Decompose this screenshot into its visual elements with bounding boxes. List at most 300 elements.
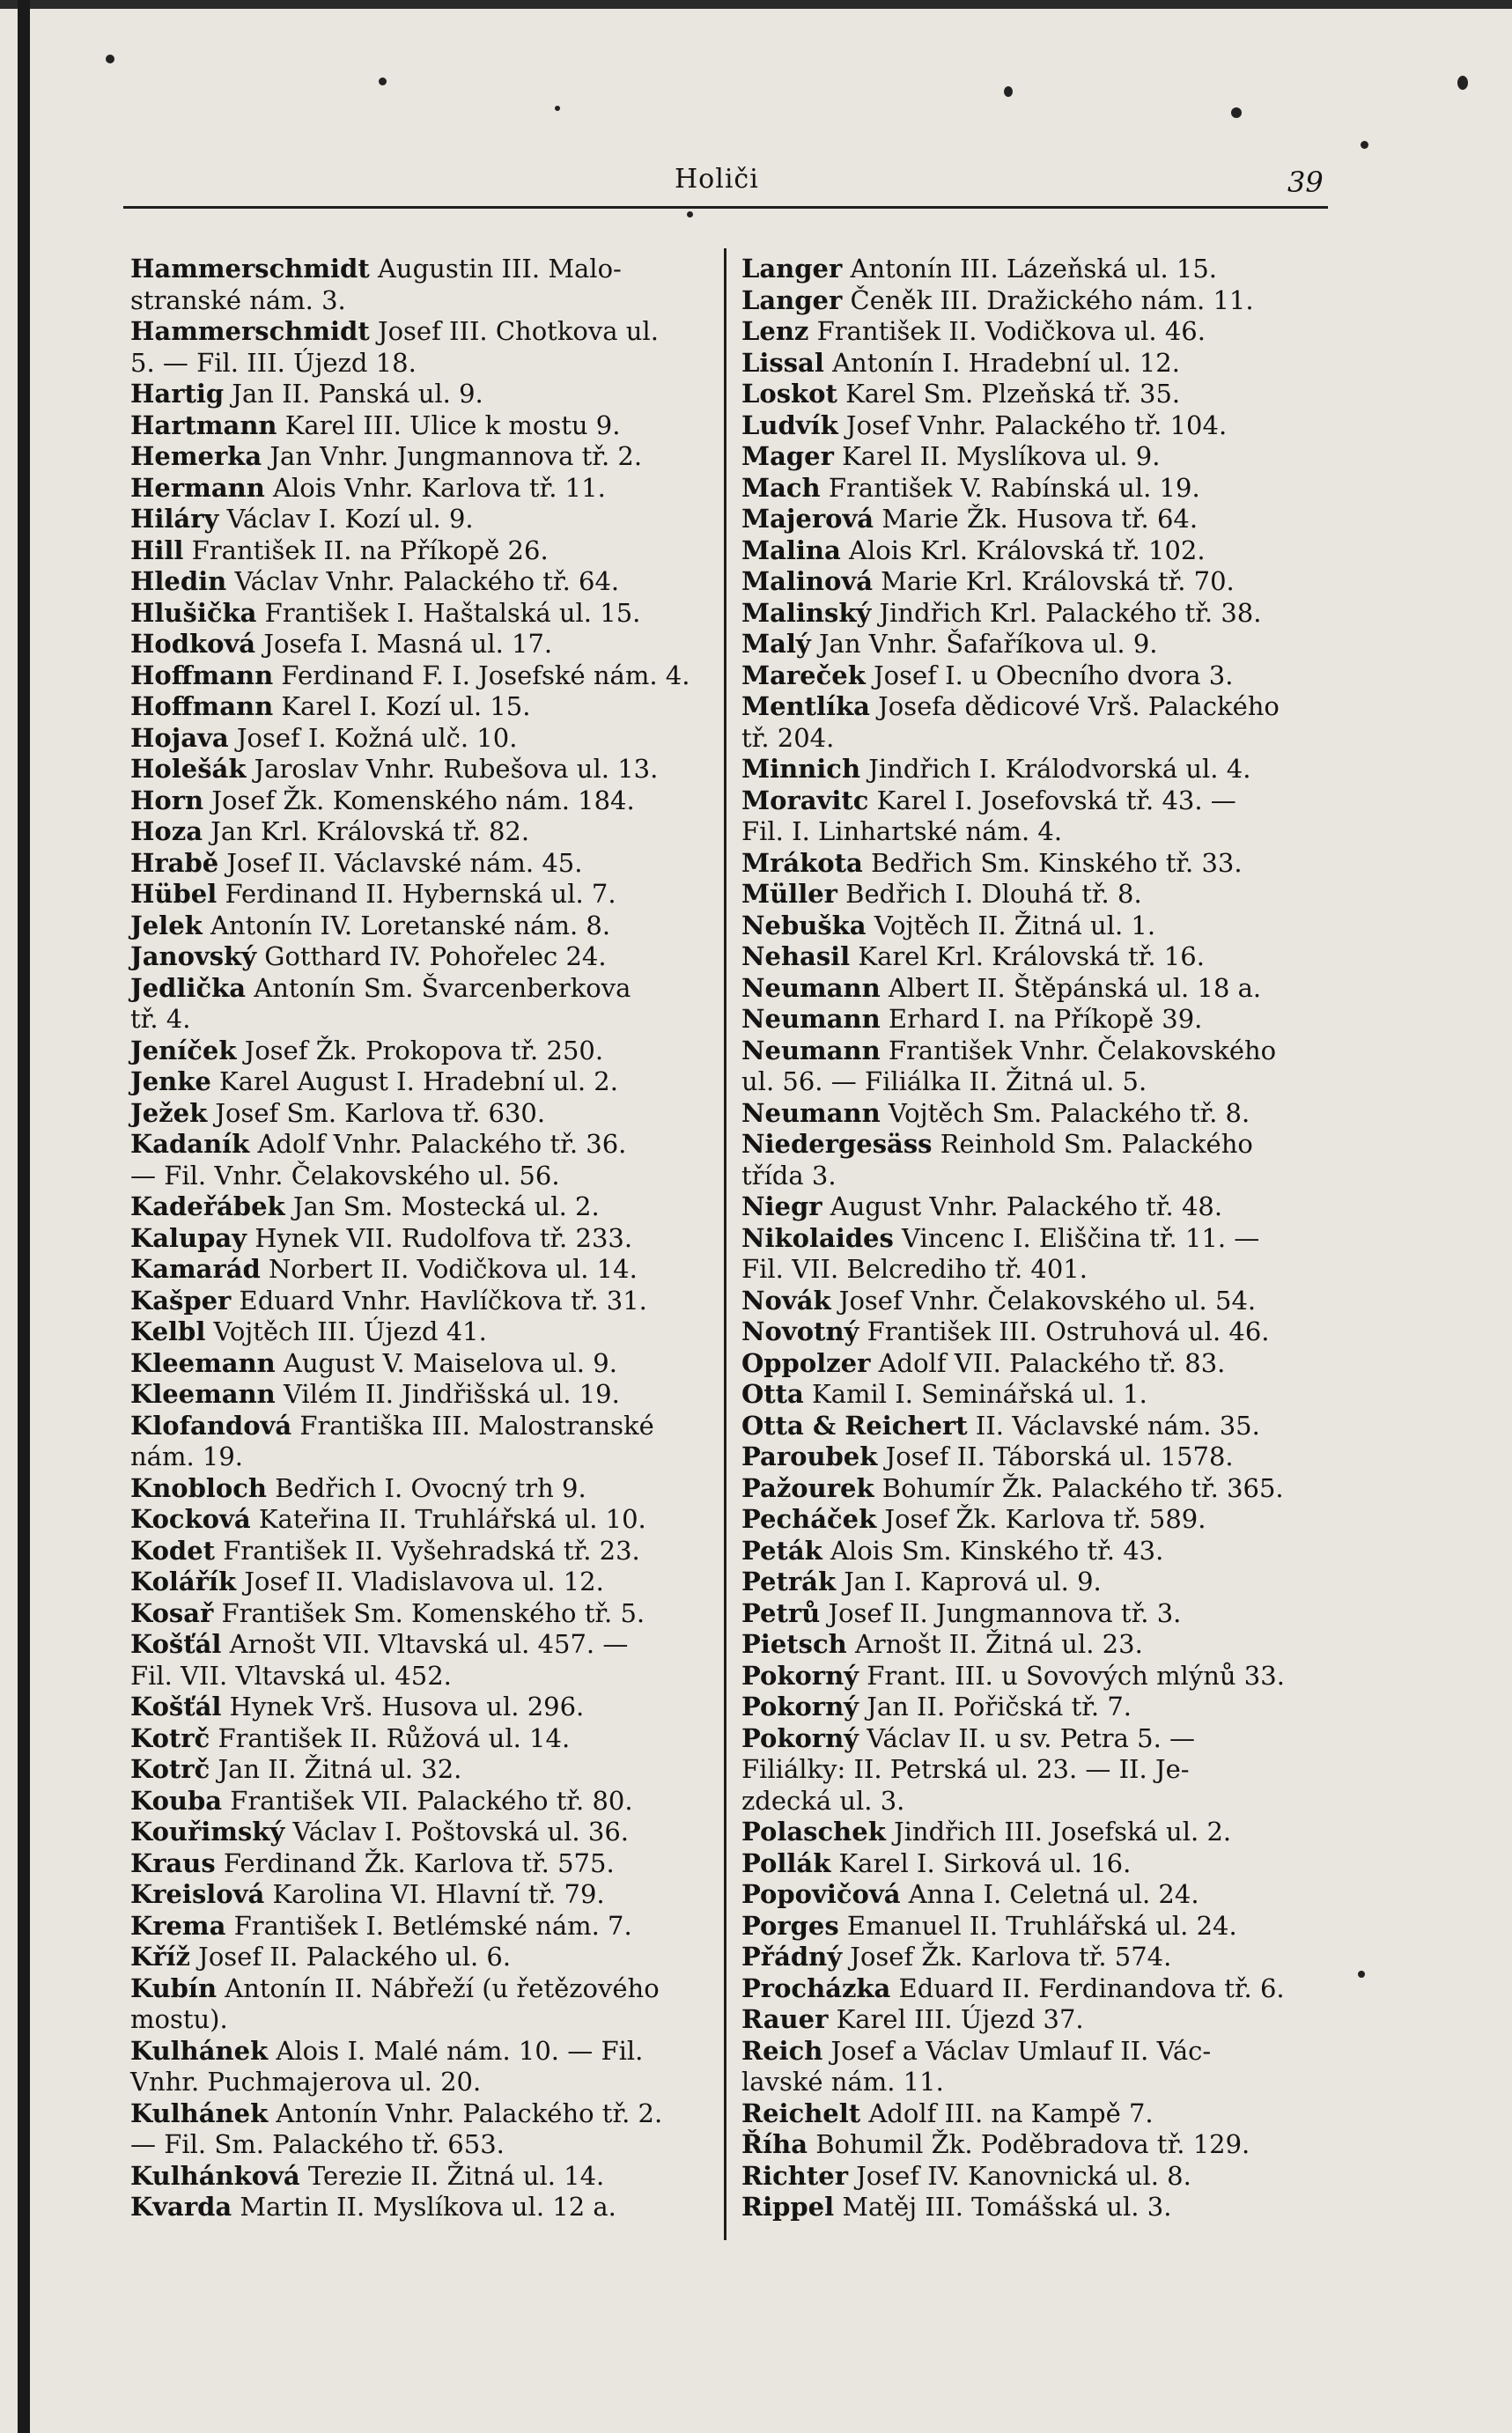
entry-details: Karel II. Myslíkova ul. 9. [833,441,1161,471]
entry-surname: Pecháček [741,1504,877,1534]
directory-entry [130,1004,703,1036]
entry-details: Marie Žk. Husova tř. 64. [874,504,1199,534]
entry-surname: Hrabě [130,847,219,878]
directory-entry [130,2161,703,2193]
entry-surname: Hojava [130,722,229,753]
scan-speck [379,77,387,85]
entry-details: Josef Žk. Karlova tř. 589. [876,1504,1206,1534]
entry-surname: Mager [741,441,834,471]
directory-entry [741,1911,1314,1943]
directory-entry [130,1567,703,1598]
entry-details: Jan II. Pořičská tř. 7. [859,1692,1132,1722]
entry-details: Vojtěch III. Újezd 41. [205,1316,487,1346]
entry-surname: Hammerschmidt [130,254,370,284]
entry-surname: Lenz [741,316,809,346]
directory-entry [741,1504,1314,1536]
entry-details: Alois Krl. Královská tř. 102. [840,535,1206,565]
entry-surname: Ježek [130,1097,208,1128]
entry-details: Terezie II. Žitná ul. 14. [299,2160,605,2191]
directory-entry [130,316,703,348]
entry-details: Karel Krl. Královská tř. 16. [850,941,1205,971]
entry-details: Karolina VI. Hlavní tř. 79. [264,1879,605,1909]
entry-surname: Knobloch [130,1472,268,1503]
entry-details: Eduard II. Ferdinandova tř. 6. [890,1972,1285,2003]
directory-entry [741,254,1314,285]
directory-entry [741,473,1314,505]
left-column [130,254,703,2223]
entry-surname: Hübel [130,879,218,909]
entry-surname: Kelbl [130,1316,206,1346]
directory-entry [741,1536,1314,1567]
directory-entry [741,1848,1314,1880]
directory-entry [130,816,703,848]
directory-entry [130,973,703,1005]
directory-entry [130,1692,703,1723]
entry-surname: Pažourek [741,1472,874,1503]
entry-details: Alois Sm. Kinského tř. 43. [822,1535,1164,1566]
directory-entry [741,1348,1314,1380]
directory-entry [741,1223,1314,1255]
entry-surname: Hoffmann [130,660,274,690]
directory-entry [741,1316,1314,1348]
directory-entry [741,441,1314,473]
entry-details: Arnošt II. Žitná ul. 23. [846,1629,1143,1659]
entry-details: Kateřina II. Truhlářská ul. 10. [250,1504,646,1534]
entry-details: Reinhold Sm. Palackého [932,1129,1253,1159]
entry-surname: Hammerschmidt [130,316,370,346]
entry-details: Josef a Václav Umlauf II. Vác- [822,2035,1212,2066]
entry-surname: Kubín [130,1972,218,2003]
entry-details: 5. — Fil. III. Újezd 18. [130,347,417,378]
entry-surname: Popovičová [741,1879,901,1909]
entry-surname: Neumann [741,1035,881,1065]
entry-surname: Hemerka [130,441,262,471]
directory-entry [741,316,1314,348]
entry-surname: Přádný [741,1942,843,1972]
entry-details: Ferdinand II. Hybernská ul. 7. [217,879,616,909]
directory-entry [741,629,1314,660]
directory-entry [741,410,1314,442]
entry-surname: Hartmann [130,409,277,440]
entry-details: Jan II. Žitná ul. 32. [210,1754,462,1784]
entry-details: Josef Žk. Karlova tř. 574. [842,1942,1172,1972]
directory-entry [741,1473,1314,1505]
scan-top-edge [0,0,1512,9]
entry-surname: Kleemann [130,1347,276,1378]
entry-details: mostu). [130,2004,228,2034]
entry-details: tř. 204. [741,722,835,753]
entry-details: Josef IV. Kanovnická ul. 8. [847,2160,1191,2191]
entry-details: Josef III. Chotkova ul. [369,316,659,346]
directory-entry [741,1161,1314,1192]
directory-entry [130,535,703,567]
directory-entry [130,691,703,723]
page-title: Holiči [675,164,759,195]
entry-surname: Oppolzer [741,1347,871,1378]
entry-details: Josef II. Jungmannova tř. 3. [820,1597,1182,1628]
entry-details: Bedřich I. Dlouhá tř. 8. [837,879,1142,909]
entry-details: František I. Betlémské nám. 7. [225,1910,632,1941]
entry-surname: Kouřimský [130,1817,285,1847]
directory-entry [741,785,1314,817]
directory-entry [130,1348,703,1380]
directory-entry [130,1316,703,1348]
entry-surname: Peták [741,1535,822,1566]
entry-surname: Kodet [130,1535,216,1566]
directory-entry [741,1191,1314,1223]
directory-entry [741,1786,1314,1817]
entry-details: Josef Vnhr. Čelakovského ul. 54. [830,1285,1257,1316]
directory-entry [741,1098,1314,1130]
entry-surname: Malinová [741,566,873,596]
entry-surname: Novák [741,1285,831,1316]
entry-details: Ferdinand F. I. Josefské nám. 4. [273,660,690,690]
directory-entry [741,504,1314,535]
entry-surname: Jedlička [130,972,247,1003]
directory-entry [741,691,1314,723]
entry-surname: Hoffmann [130,691,274,721]
directory-entry [130,2192,703,2223]
entry-details: Josef II. Václavské nám. 45. [218,847,583,878]
entry-surname: Kašper [130,1285,232,1316]
directory-entry [741,1567,1314,1598]
directory-entry [741,1598,1314,1630]
header-rule [123,206,1328,209]
entry-surname: Otta & Reichert [741,1410,968,1441]
entry-details: Jindřich Krl. Palackého tř. 38. [871,597,1262,628]
entry-details: Kamil I. Seminářská ul. 1. [803,1379,1147,1409]
directory-entry [741,911,1314,942]
directory-entry [741,566,1314,598]
entry-surname: Pokorný [741,1660,859,1691]
entry-surname: Kulhánek [130,2098,269,2128]
entry-details: Jan Vnhr. Jungmannova tř. 2. [262,441,643,471]
entry-surname: Richter [741,2160,848,2191]
entry-details: August V. Maiselova ul. 9. [275,1347,617,1378]
entry-surname: Kotrč [130,1754,210,1784]
directory-entry [130,254,703,285]
entry-surname: Kreislová [130,1879,265,1909]
directory-entry [130,1223,703,1255]
directory-entry [130,1911,703,1943]
entry-details: František Vnhr. Čelakovského [880,1035,1277,1065]
directory-entry [741,1661,1314,1692]
entry-details: Antonín Sm. Švarcenberkova [246,972,631,1003]
scan-speck [687,211,693,217]
entry-details: Čeněk III. Dražického nám. 11. [842,284,1254,315]
directory-entry [741,973,1314,1005]
entry-details: II. Václavské nám. 35. [967,1410,1260,1441]
entry-surname: Kocková [130,1504,251,1534]
directory-entry [130,1629,703,1661]
entry-surname: Neumann [741,972,881,1003]
directory-entry [130,2067,703,2098]
scan-speck [106,55,114,63]
directory-entry [130,660,703,692]
directory-entry [130,285,703,317]
directory-entry [130,410,703,442]
entry-surname: Kulhánková [130,2160,300,2191]
entry-details: Eduard Vnhr. Havlíčkova tř. 31. [231,1285,647,1316]
entry-details: Hynek Vrš. Husova ul. 296. [221,1692,585,1722]
entry-surname: Reichelt [741,2098,861,2128]
directory-entry [130,1254,703,1286]
entry-details: Marie Krl. Královská tř. 70. [873,566,1235,596]
entry-surname: Procházka [741,1972,891,2003]
directory-entry [130,1473,703,1505]
entry-details: František III. Ostruhová ul. 46. [859,1316,1270,1346]
entry-details: Antonín I. Hradební ul. 12. [823,347,1180,378]
entry-details: zdecká ul. 3. [741,1785,905,1816]
entry-details: Josef Vnhr. Palackého tř. 104. [837,409,1228,440]
directory-entry [130,1191,703,1223]
directory-entry [741,348,1314,380]
entry-surname: Holešák [130,754,247,784]
entry-details: — Fil. Sm. Palackého tř. 653. [130,2129,505,2159]
directory-entry [130,723,703,755]
directory-entry [741,598,1314,630]
entry-surname: Mareček [741,660,866,690]
entry-surname: Janovský [130,941,257,971]
entry-details: Vincenc I. Eliščina tř. 11. — [893,1222,1260,1253]
entry-surname: Novotný [741,1316,859,1346]
entry-surname: Kotrč [130,1722,210,1753]
entry-details: stranské nám. 3. [130,284,346,315]
entry-surname: Polaschek [741,1817,886,1847]
directory-entry [130,2129,703,2161]
entry-surname: Mach [741,472,821,503]
directory-entry [130,1098,703,1130]
directory-entry [741,285,1314,317]
entry-surname: Moravitc [741,785,869,815]
entry-details: Václav Vnhr. Palackého tř. 64. [226,566,620,596]
directory-entry [130,941,703,973]
entry-details: Hynek VII. Rudolfova tř. 233. [247,1222,633,1253]
entry-surname: Klofandová [130,1410,292,1441]
entry-details: Karel I. Josefovská tř. 43. — [868,785,1236,815]
entry-surname: Nebuška [741,910,867,940]
entry-details: Frant. III. u Sovových mlýnů 33. [859,1660,1285,1691]
entry-details: Jan I. Kaprová ul. 9. [836,1567,1102,1596]
right-column [741,254,1314,2223]
directory-entry [741,2192,1314,2223]
directory-entry [130,1504,703,1536]
directory-entry [741,535,1314,567]
directory-entry [741,723,1314,755]
entry-details: Josef Sm. Karlova tř. 630. [207,1097,546,1128]
entry-details: — Fil. Vnhr. Čelakovského ul. 56. [130,1160,560,1191]
entry-surname: Malina [741,535,841,565]
entry-surname: Müller [741,879,837,909]
entry-surname: Niegr [741,1191,822,1221]
entry-surname: Jenke [130,1066,211,1096]
directory-entry [130,2004,703,2036]
entry-details: Fil. VII. Belcrediho tř. 401. [741,1254,1088,1284]
entry-details: František II. na Příkopě 26. [183,535,549,565]
directory-entry [130,1161,703,1192]
directory-entry [130,2098,703,2130]
entry-details: Josefa dědicové Vrš. Palackého [869,691,1280,721]
entry-surname: Košťál [130,1629,222,1659]
directory-entry [741,1411,1314,1442]
directory-entry [741,2004,1314,2036]
entry-surname: Pollák [741,1847,831,1878]
entry-details: Bedřich Sm. Kinského tř. 33. [862,847,1243,878]
entry-surname: Kolářík [130,1567,237,1596]
entry-details: lavské nám. 11. [741,2067,944,2097]
directory-entry [741,1973,1314,2005]
entry-surname: Paroubek [741,1441,878,1471]
entry-details: Gotthard IV. Pohořelec 24. [256,941,607,971]
directory-entry [741,1817,1314,1848]
entry-surname: Neumann [741,1097,881,1128]
entry-surname: Petrů [741,1597,821,1628]
entry-surname: Pokorný [741,1722,859,1753]
entry-details: Karel I. Sirková ul. 16. [830,1847,1132,1878]
directory-entry [130,1973,703,2005]
entry-details: Bedřich I. Ovocný trh 9. [267,1472,586,1503]
directory-entry [741,2098,1314,2130]
entry-surname: Pietsch [741,1629,847,1659]
entry-surname: Kraus [130,1847,216,1878]
entry-details: Augustin III. Malo- [369,254,622,284]
directory-entry [130,1817,703,1848]
entry-surname: Minnich [741,754,861,784]
entry-details: Albert II. Štěpánská ul. 18 a. [880,972,1262,1003]
entry-details: Jindřich I. Králodvorská ul. 4. [860,754,1251,784]
directory-entry [741,2036,1314,2068]
entry-surname: Reich [741,2035,823,2066]
directory-entry [130,1286,703,1317]
entry-surname: Hermann [130,472,265,503]
entry-details: Karel August I. Hradební ul. 2. [210,1066,618,1096]
entry-details: Vojtěch II. Žitná ul. 1. [866,910,1156,940]
entry-surname: Kamarád [130,1254,261,1284]
entry-surname: Kalupay [130,1222,247,1253]
entry-details: Václav I. Poštovská ul. 36. [284,1817,629,1847]
directory-entry [741,879,1314,911]
directory-entry [130,1786,703,1817]
entry-details: Karel I. Kozí ul. 15. [273,691,531,721]
directory-entry [130,441,703,473]
entry-surname: Otta [741,1379,804,1409]
directory-entry [130,629,703,660]
entry-details: August Vnhr. Palackého tř. 48. [822,1191,1223,1221]
entry-surname: Hlušička [130,597,257,628]
entry-details: Vojtěch Sm. Palackého tř. 8. [880,1097,1250,1128]
entry-details: Karel III. Ulice k mostu 9. [277,409,621,440]
directory-entry [130,754,703,785]
entry-surname: Nikolaides [741,1222,894,1253]
entry-surname: Kadeřábek [130,1191,285,1221]
entry-details: Matěj III. Tomášská ul. 3. [834,2192,1172,2222]
entry-surname: Mrákota [741,847,863,878]
directory-entry [130,1441,703,1473]
entry-details: Emanuel II. Truhlářská ul. 24. [838,1910,1237,1941]
entry-details: Josef I. u Obecního dvora 3. [865,660,1234,690]
directory-entry [741,1441,1314,1473]
entry-details: Antonín III. Lázeňská ul. 15. [842,254,1218,284]
directory-entry [741,1723,1314,1755]
entry-surname: Říha [741,2129,808,2159]
directory-entry [741,1629,1314,1661]
entry-details: Václav I. Kozí ul. 9. [218,504,474,534]
entry-details: Erhard I. na Příkopě 39. [880,1004,1203,1034]
entry-surname: Langer [741,254,843,284]
entry-surname: Kleemann [130,1379,276,1409]
entry-surname: Rippel [741,2192,835,2222]
entry-surname: Krema [130,1910,226,1941]
entry-details: Filiálky: II. Petrská ul. 23. — II. Je- [741,1754,1190,1784]
directory-entry [130,879,703,911]
scan-speck [1004,86,1013,97]
entry-details: Josef II. Palackého ul. 6. [189,1942,512,1972]
entry-details: Alois I. Malé nám. 10. — Fil. [268,2035,644,2066]
entry-details: Josefa I. Masná ul. 17. [255,629,553,659]
entry-surname: Hartig [130,379,225,409]
entry-surname: Lissal [741,347,824,378]
entry-details: Josef II. Táborská ul. 1578. [877,1441,1234,1471]
scan-speck [1361,141,1368,149]
directory-entry [741,1286,1314,1317]
directory-entry [130,2036,703,2068]
entry-details: nám. 19. [130,1441,244,1471]
entry-details: Fil. VII. Vltavská ul. 452. [130,1660,452,1691]
entry-surname: Ludvík [741,409,838,440]
entry-details: Vnhr. Puchmajerova ul. 20. [130,2067,482,2097]
entry-surname: Mentlíka [741,691,870,721]
entry-details: Adolf VII. Palackého tř. 83. [870,1347,1226,1378]
directory-entry [741,1254,1314,1286]
entry-details: František I. Haštalská ul. 15. [256,597,641,628]
entry-details: Antonín II. Nábřeží (u řetězového [217,1972,660,2003]
directory-entry [130,1848,703,1880]
entry-details: Fil. I. Linhartské nám. 4. [741,816,1063,846]
entry-surname: Košťál [130,1692,222,1722]
directory-entry [130,566,703,598]
entry-surname: Nehasil [741,941,851,971]
entry-details: Vilém II. Jindřišská ul. 19. [275,1379,620,1409]
entry-details: Anna I. Celetná ul. 24. [900,1879,1199,1909]
scan-speck [1358,1971,1365,1978]
directory-entry [741,848,1314,880]
entry-details: Alois Vnhr. Karlova tř. 11. [264,472,606,503]
entry-details: Bohumil Žk. Poděbradova tř. 129. [808,2129,1250,2159]
entry-details: třída 3. [741,1160,837,1191]
directory-entry [741,1004,1314,1036]
entry-details: Josef Žk. Prokopova tř. 250. [236,1035,604,1065]
directory-entry [130,1379,703,1411]
entry-surname: Malinský [741,597,872,628]
entry-surname: Hill [130,535,184,565]
directory-entry [130,1598,703,1630]
directory-entry [741,1692,1314,1723]
entry-surname: Hodková [130,629,256,659]
directory-entry [130,379,703,410]
entry-details: Antonín IV. Loretanské nám. 8. [202,910,611,940]
entry-surname: Porges [741,1910,839,1941]
entry-details: Karel Sm. Plzeňská tř. 35. [837,379,1181,409]
directory-entry [130,1723,703,1755]
entry-surname: Langer [741,284,843,315]
entry-details: Norbert II. Vodičkova ul. 14. [260,1254,638,1284]
directory-entry [130,785,703,817]
entry-surname: Niedergesäss [741,1129,933,1159]
entry-details: Jaroslav Vnhr. Rubešova ul. 13. [246,754,659,784]
entry-details: Františka III. Malostranské [291,1410,654,1441]
directory-entry [130,1879,703,1911]
entry-details: František II. Vodičkova ul. 46. [808,316,1206,346]
